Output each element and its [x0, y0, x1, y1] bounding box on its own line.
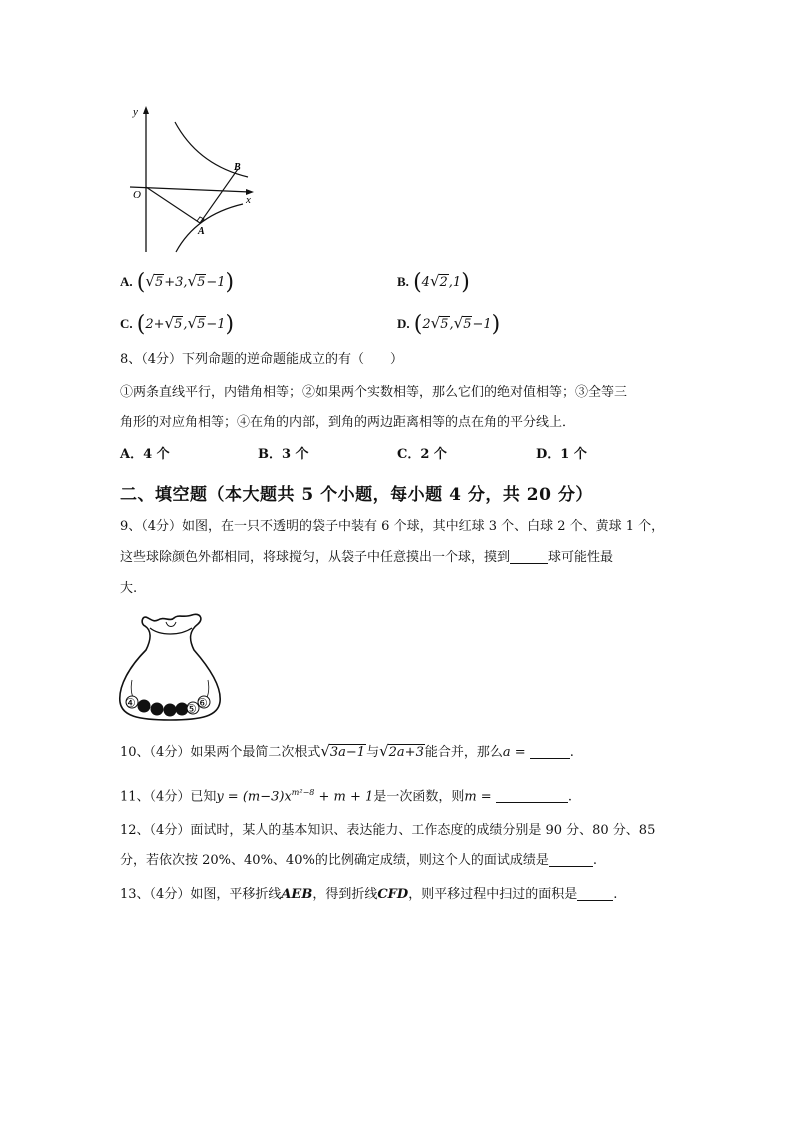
q13-text-c: ，则平移过程中扫过的面积是	[408, 887, 578, 902]
q13-text-a: 13、（4分）如图，平移折线	[120, 887, 282, 902]
q13-polyline-aeb: AEB	[281, 887, 313, 902]
ball-label-5: ⑤	[186, 702, 197, 716]
term: +3,	[164, 275, 188, 290]
q11-prefix: 11、（4分）已知	[120, 789, 217, 805]
segment-oa	[146, 187, 200, 223]
q7-coordinate-graph	[118, 100, 268, 260]
q11-exponent: m²−8	[291, 788, 315, 797]
q10-mid: 与	[366, 745, 380, 760]
ball-black	[138, 700, 151, 713]
option-d-value: (2√5,√5−1)	[413, 312, 501, 337]
radicand: 5	[154, 275, 164, 290]
term: ,1	[448, 275, 462, 290]
q12-end: .	[592, 853, 597, 868]
q8-stem: 8、（4分）下列命题的逆命题能成立的有（ ）	[120, 352, 404, 367]
q8-statements-line2: 角形的对应角相等；④在角的内部，到角的两边距离相等的点在角的平分线上．	[120, 415, 576, 430]
ball-bag-illustration	[118, 610, 223, 722]
term: −1	[206, 317, 226, 332]
q8-option-b: B．3 个	[258, 447, 309, 462]
ball-black	[151, 703, 164, 716]
q11-eq: =	[476, 789, 496, 805]
radicand: 5	[463, 317, 472, 332]
x-axis-label: x	[246, 194, 251, 206]
term: ,	[449, 317, 454, 332]
radicand: 2	[439, 275, 448, 290]
origin-label: O	[133, 189, 141, 201]
q13-polyline-cfd: CFD	[377, 887, 409, 902]
q8-option-d: D．1 个	[536, 447, 587, 462]
term: −1	[472, 317, 492, 332]
q10-prefix: 10、（4分）如果两个最简二次根式	[120, 745, 321, 760]
q9-line2-tail: 球可能性最	[548, 550, 614, 565]
q7-option-d	[397, 312, 501, 337]
option-b-value: (4√2,1)	[413, 270, 470, 295]
option-a-label: A.	[120, 274, 133, 289]
term: 4	[421, 275, 430, 290]
q11-expr-1: y = (m−3)x	[216, 789, 292, 805]
radicand: 5	[197, 275, 206, 290]
y-axis-arrow	[143, 106, 149, 114]
option-c-label: C.	[120, 316, 133, 331]
q12-line2-text: 分，若依次按 20%、40%、40%的比例确定成绩，则这个人的面试成绩是	[120, 853, 549, 868]
q11-expr-2: + m + 1	[314, 789, 374, 805]
option-c-value: (2+√5,√5−1)	[136, 312, 235, 337]
q9-line2	[120, 549, 613, 567]
q7-option-b	[397, 270, 470, 295]
term: 2	[422, 317, 431, 332]
q10-eq: =	[510, 745, 530, 760]
q13-answer-blank[interactable]	[577, 887, 613, 901]
q8-statements-line1: ①两条直线平行，内错角相等；②如果两个实数相等，那么它们的绝对值相等；③全等三	[120, 385, 628, 400]
point-b-label: B	[234, 162, 241, 173]
q7-option-c	[120, 312, 235, 337]
q10-var: a	[502, 745, 511, 760]
q10-end: .	[569, 745, 574, 760]
ball-black	[164, 704, 177, 717]
q12-answer-blank[interactable]	[549, 853, 593, 867]
q10-answer-blank[interactable]	[530, 745, 570, 759]
point-a-label: A	[198, 226, 205, 237]
term: 2+	[145, 317, 165, 332]
ball-label-6: ⑥	[197, 696, 208, 710]
option-b-label: B.	[397, 274, 409, 289]
q10-suffix: 能合并，那么	[424, 745, 503, 760]
hyperbola-lower	[176, 204, 243, 252]
ball-label-4: ④	[125, 696, 136, 710]
option-a-value: (√5+3,√5−1)	[136, 270, 235, 295]
radicand: 5	[197, 317, 206, 332]
q10: 10、（4分）如果两个最简二次根式√3a−1与√2a+3能合并，那么a = .	[120, 742, 574, 760]
q13-end: .	[613, 887, 618, 902]
q11-mid: 是一次函数，则	[373, 789, 465, 805]
q8-option-a: A．4 个	[120, 447, 170, 462]
term: −1	[206, 275, 226, 290]
segment-ab	[200, 169, 238, 223]
term: ,	[183, 317, 188, 332]
option-d-label: D.	[397, 316, 410, 331]
q8-option-c: C．2 个	[397, 447, 447, 462]
q11-answer-blank[interactable]	[496, 789, 568, 803]
q9-line2-text: 这些球除颜色外都相同，将球搅匀，从袋子中任意摸出一个球，摸到	[120, 550, 511, 565]
q11-end: .	[567, 789, 572, 805]
q13	[120, 886, 617, 904]
q12-line1: 12、（4分）面试时，某人的基本知识、表达能力、工作态度的成绩分别是 90 分、80 分、85	[120, 823, 656, 838]
q7-option-a	[120, 270, 235, 295]
y-axis-label: y	[133, 106, 138, 118]
section-heading: 二、填空题（本大题共 5 个小题，每小题 4 分，共 20 分）	[120, 485, 593, 505]
radicand: 5	[174, 317, 183, 332]
radicand: 5	[440, 317, 449, 332]
q9-line3: 大.	[120, 581, 138, 596]
q9-answer-blank[interactable]	[510, 550, 548, 564]
q12-line2	[120, 852, 597, 870]
q11	[120, 784, 572, 806]
q11-var: m	[464, 789, 477, 805]
q10-radicand-1: 3a−1	[329, 745, 366, 760]
q9-line1: 9、（4分）如图，在一只不透明的袋子中装有 6 个球，其中红球 3 个、白球 2 个、黄球 1 个，	[120, 519, 665, 534]
q10-radicand-2: 2a+3	[388, 745, 424, 760]
q13-text-b: ，得到折线	[312, 887, 378, 902]
